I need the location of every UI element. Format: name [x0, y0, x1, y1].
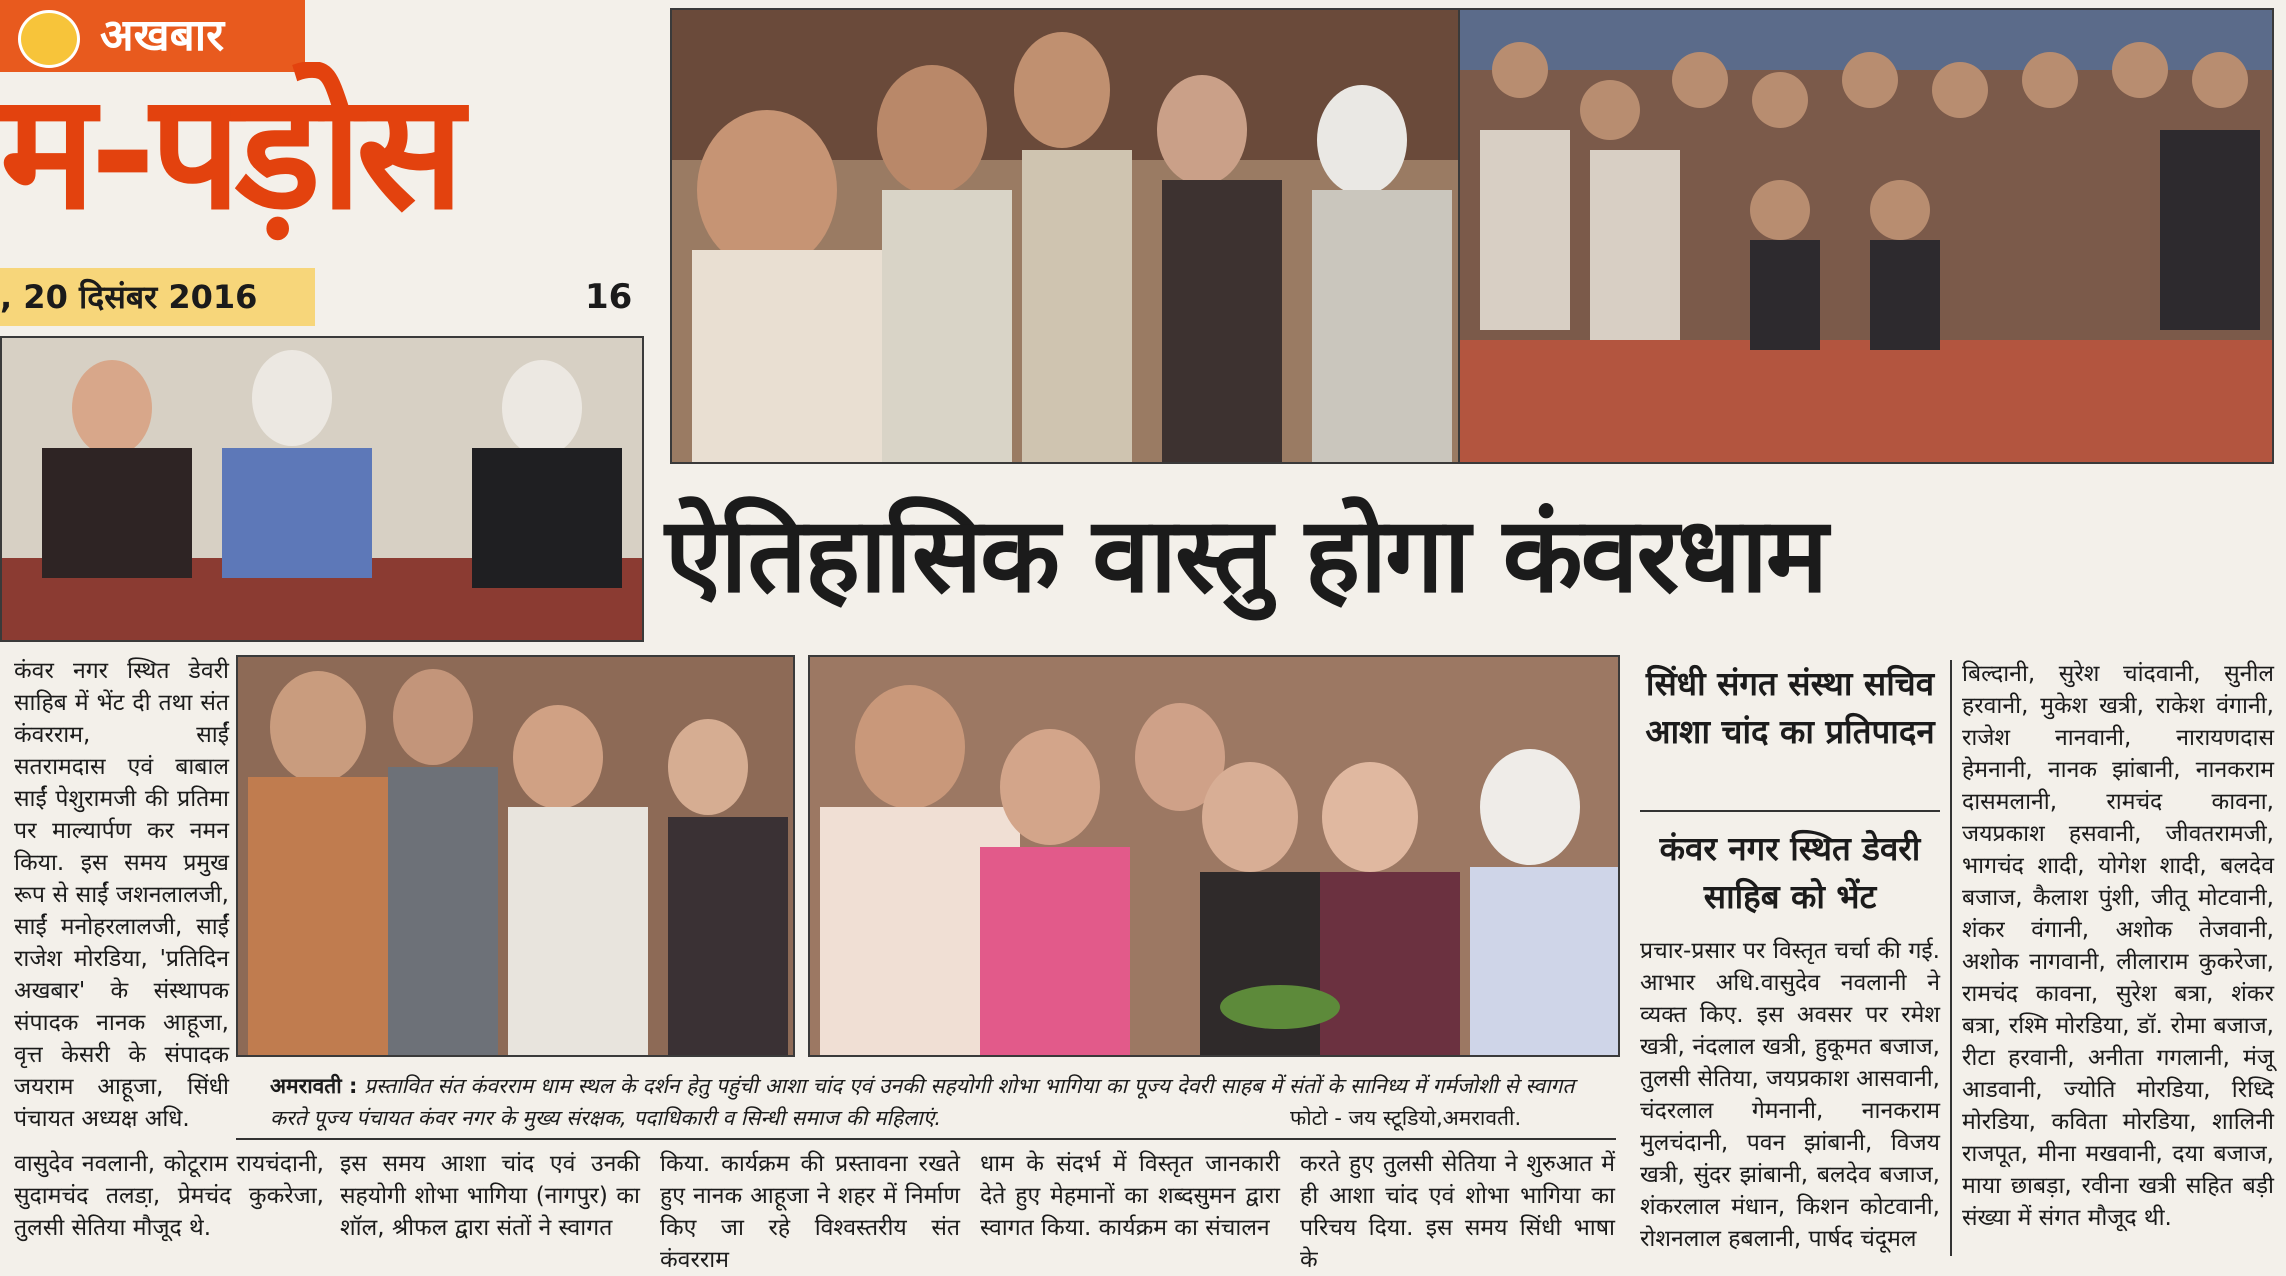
- article-column-right: प्रचार-प्रसार पर विस्तृत चर्चा की गई. आभार अधि.वासुदेव नवलानी ने व्यक्त किए. इस अवसर पर रमेश खत्री, नंदलाल खत्री, हुकूमत बजाज, तुलसी सेतिया, जयप्रकाश आसवानी, चंदरलाल गेमनानी, नानकराम मुलचंदानी, पवन झांबानी, विजय खत्री, सुंदर झांबानी, बलदेव बजाज, शंकरलाल मंधान, किशन कोटवानी, रोशनलाल हबलानी, पार्षद चंदूमल: [1640, 938, 1940, 1252]
- emblem-icon: [18, 10, 80, 68]
- section-title: म-पड़ोस: [0, 62, 459, 242]
- photo-credit: फोटो - जय स्टूडियो,अमरावती.: [1290, 1106, 1522, 1130]
- photo-women-greeting: [808, 655, 1620, 1057]
- subhead-divider: [1640, 810, 1940, 812]
- subheading-secretary: सिंधी संगत संस्था सचिव आशा चांद का प्रतिपादन: [1645, 664, 1935, 751]
- article-column-far-right: बिल्दानी, सुरेश चांदवानी, सुनील हरवानी, मुकेश खत्री, राकेश वंगानी, राजेश नानवानी, नारायणदास हेमनानी, नानक झांबानी, नानकराम दासमलानी, रामचंद कावना, जयप्रकाश हसवानी, जीवतरामजी, भागचंद शादी, योगेश शादी, बलदेव बजाज, कैलाश पुंशी, जीतू मोटवानी, शंकर वंगानी, अशोक तेजवानी, अशोक नागवानी, लीलाराम कुकरेजा, रामचंद कावना, सुरेश बत्रा, शंकर बत्रा, रश्मि मोरडिया, डॉ. रोमा बजाज, रीटा हरवानी, अनीता गगलानी, मंजू आडवानी, ज्योति मोरडिया, रिध्दि मोरडिया, कविता मोरडिया, शालिनी राजपूत, मीना मखवानी, दया बजाज, माया छाबड़ा, रवीना खत्री सहित बड़ी संख्या में संगत मौजूद थी.: [1962, 661, 2274, 1231]
- article-column-bottom-1: वासुदेव नवलानी, कोटूराम रायचंदानी, सुदामचंद तलडा़, प्रेमचंद कुकरेजा, तुलसी सेतिया मौजूद थे.: [14, 1151, 324, 1241]
- newspaper-tag-text: अखबार: [100, 10, 225, 61]
- article-column-bottom-4: धाम के संदर्भ में विस्तृत जानकारी देते हुए मेहमानों का शब्दसुमन द्वारा स्वागत किया. कार्यक्रम का संचालन: [980, 1151, 1280, 1241]
- divider: [236, 1138, 1616, 1140]
- caption-text: प्रस्तावित संत कंवरराम धाम स्थल के दर्शन हेतु पहुंची आशा चांद एवं उनकी सहयोगी शोभा भागिया का पूज्य देवरी साहब में संतों के सानिध्य में गर्मजोशी से स्वागत करते पूज्य पंचायत कंवर नगर के मुख्य संरक्षक, पदाधिकारी व सिन्धी समाज की महिलाएं.: [270, 1074, 1575, 1130]
- subheading-visit: कंवर नगर स्थित डेवरी साहिब को भेंट: [1659, 829, 1921, 916]
- photo-stage-speakers: [0, 336, 644, 642]
- page-number: 16: [585, 277, 633, 317]
- headline: ऐतिहासिक वास्तु होगा कंवरधाम: [665, 494, 1827, 616]
- photo-community-gathering: [1458, 8, 2274, 464]
- article-column-bottom-3: किया. कार्यक्रम की प्रस्तावना रखते हुए नानक आहूजा ने शहर में निर्माण किए जा रहे विश्वस्तरीय संत कंवरराम: [660, 1151, 960, 1273]
- article-column-bottom-5: करते हुए तुलसी सेतिया ने शुरुआत में ही आशा चांद एवं शोभा भागिया का परिचय दिया. इस समय सिंधी भाषा के: [1300, 1151, 1615, 1273]
- photo-guests-group: [670, 8, 1461, 464]
- column-rule: [1950, 660, 1952, 1256]
- dateline: , 20 दिसंबर 2016: [0, 268, 315, 326]
- photo-welcome-ceremony: [236, 655, 795, 1057]
- article-column-left: कंवर नगर स्थित डेवरी साहिब में भेंट दी तथा संत कंवरराम, साईं सतरामदास एवं बाबाल साईं पेशुरामजी की प्रतिमा पर माल्यार्पण कर नमन किया. इस समय प्रमुख रूप से साईं जशनलालजी, साईं मनोहरलालजी, साईं राजेश मोरडिया, 'प्रतिदिन अखबार' के संस्थापक संपादक नानक आहूजा, वृत्त केसरी के संपादक जयराम आहूजा, सिंधी पंचायत अध्यक्ष अधि.: [14, 658, 229, 1132]
- caption-place: अमरावती :: [270, 1074, 358, 1098]
- article-column-bottom-2: इस समय आशा चांद एवं उनकी सहयोगी शोभा भागिया (नागपुर) का शॉल, श्रीफल द्वारा संतों ने स्वागत: [340, 1151, 640, 1241]
